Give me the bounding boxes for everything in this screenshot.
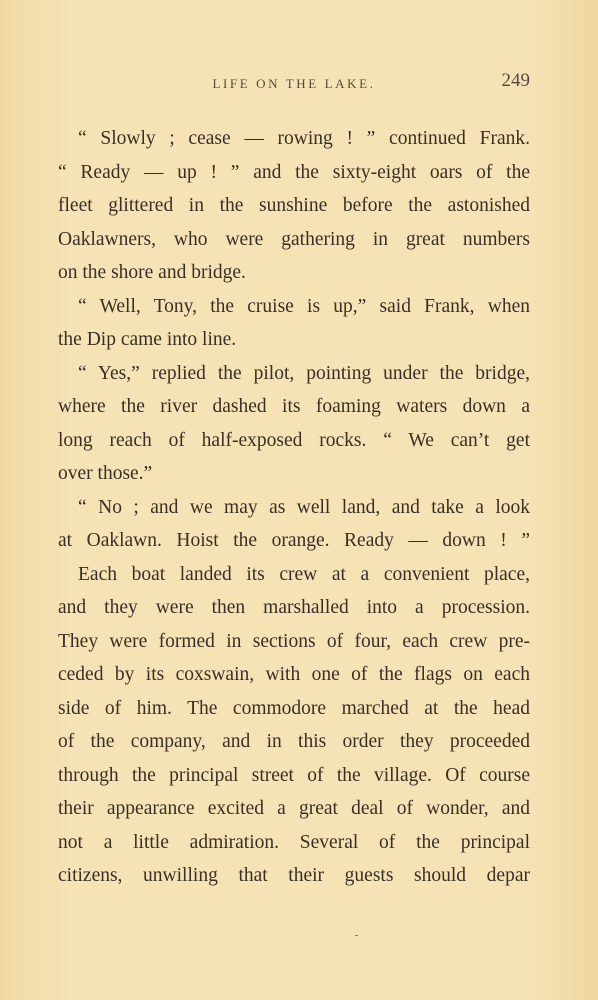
text-line: “ Well, Tony, the cruise is up,” said Frank, when [78,295,530,317]
running-title: LIFE ON THE LAKE. [212,76,376,91]
text-line: Each boat landed its crew at a convenient place, [78,563,530,585]
text-line: ceded by its coxswain, with one of the flags on each [58,664,530,685]
text-line: through the principal street of the village. Of course [58,764,530,786]
text-line: “ Slowly ; cease — rowing ! ” continued Frank. [78,128,530,149]
text-line: “ Yes,” replied the pilot, pointing under the bridge, [78,362,530,384]
text-line: “ Ready — up ! ” and the sixty-eight oars of the [58,161,530,183]
text-line: and they were then marshalled into a procession. [58,597,530,618]
page-speck [355,935,358,936]
text-line: long reach of half-exposed rocks. “ We can’t get [58,429,530,451]
text-line: side of him. The commodore marched at the head [58,697,530,719]
body-text [58,122,530,893]
text-line: fleet glittered in the sunshine before the astonished [58,195,530,216]
text-line: their appearance excited a great deal of wonder, and [58,798,530,819]
text-line: They were formed in sections of four, each crew pre- [58,630,530,652]
text-line: not a little admiration. Several of the principal [58,831,530,853]
text-line: the Dip came into line. [58,329,237,350]
text-line: of the company, and in this order they proceeded [58,731,530,752]
text-line: over those.” [58,463,153,484]
text-line: “ No ; and we may as well land, and take a look [78,496,530,518]
text-line: on the shore and bridge. [58,262,246,283]
text-line: where the river dashed its foaming waters down a [58,396,530,417]
page-number: 249 [501,70,530,91]
text-line: citizens, unwilling that their guests should depar [58,865,530,886]
text-line: Oaklawners, who were gathering in great numbers [58,228,530,250]
running-head [58,70,530,100]
text-line: at Oaklawn. Hoist the orange. Ready — down ! ” [58,530,530,551]
